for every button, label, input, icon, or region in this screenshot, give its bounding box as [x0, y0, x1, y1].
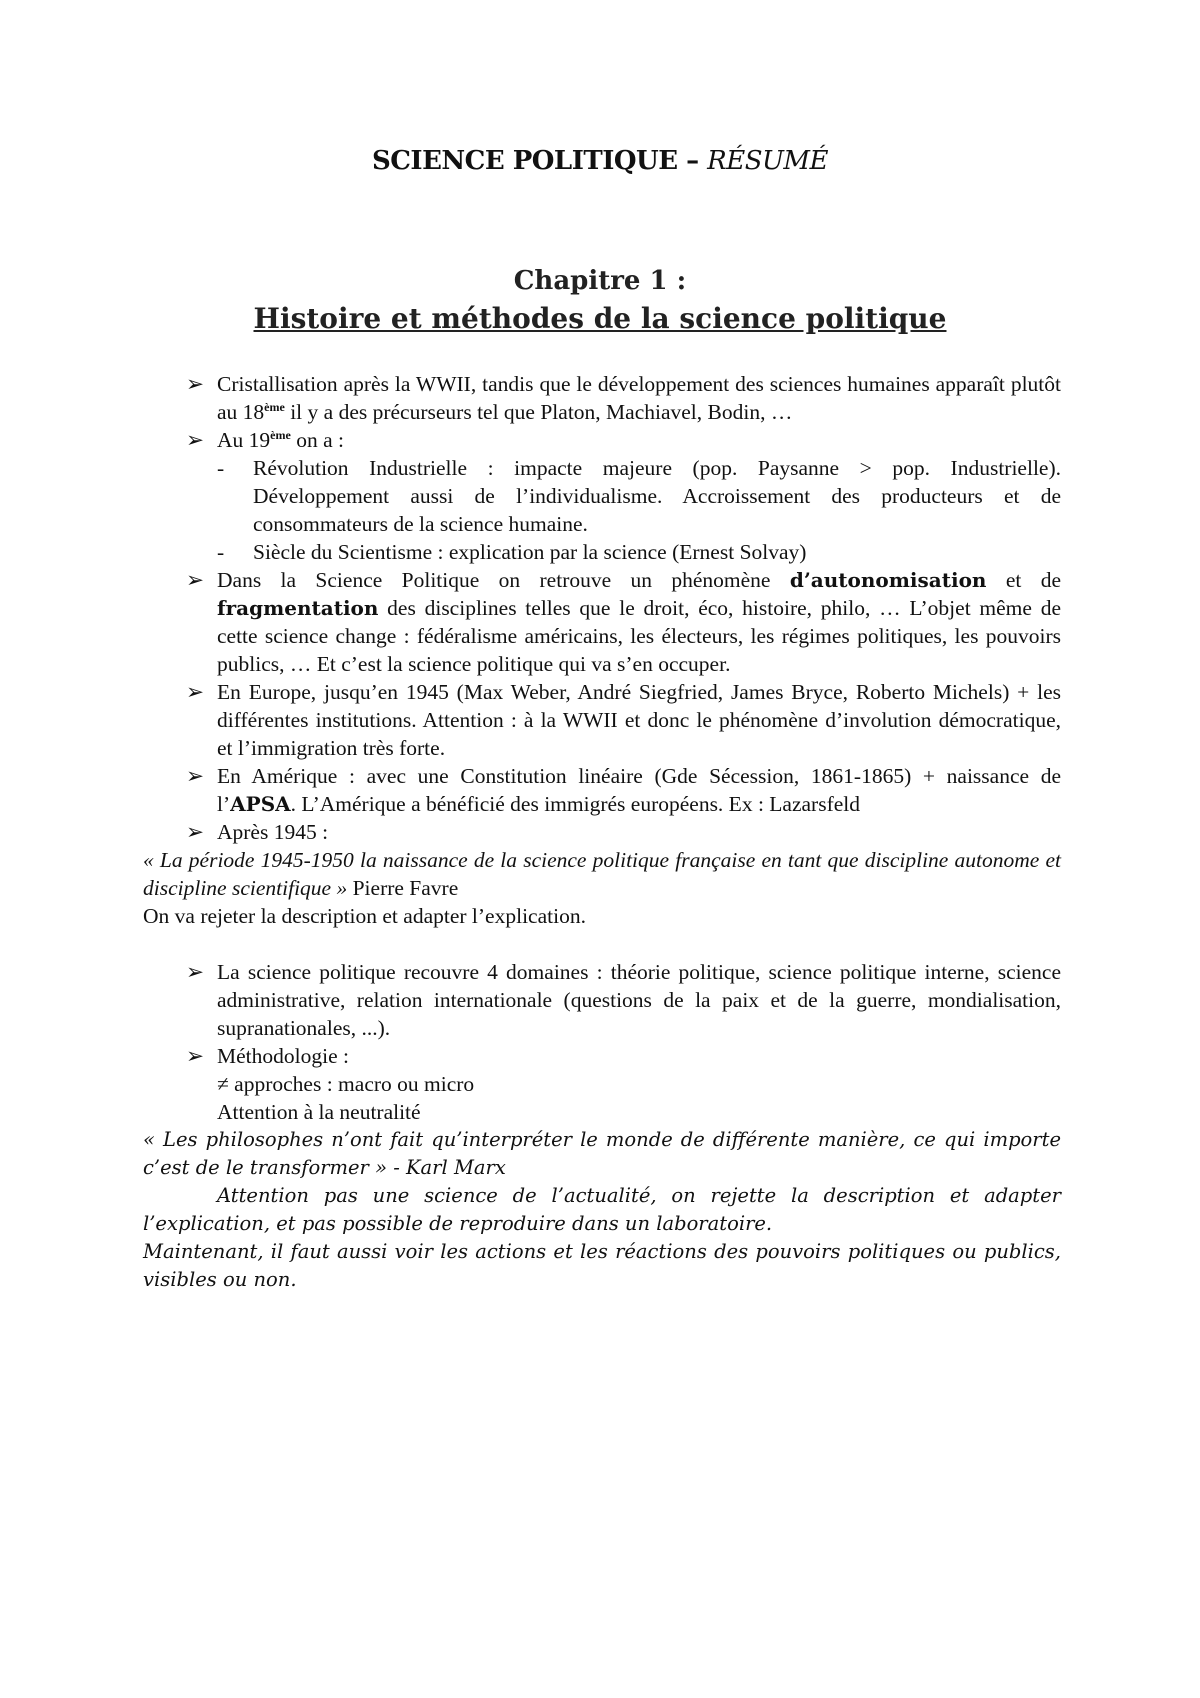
bullet-text: Après 1945 : — [217, 820, 329, 844]
bullet-text: La science politique recouvre 4 domaines : théorie politique, science politique interne, science administrative, relation internationale (questions de la paix et de la guerre, mondialisation, supranationales, ...). — [217, 960, 1061, 1040]
title-main: SCIENCE POLITIQUE – — [371, 146, 708, 176]
quote-paragraph — [143, 846, 1061, 902]
bullet-text: et de — [986, 568, 1061, 592]
bullet-text: des disciplines telles que le droit, éco, histoire, philo, … L’objet même de cette science change : fédéralisme américains, les électeurs, les régimes politiques, les pouvoirs publics, … Et c’est la science politique qui va s’en occuper. — [217, 596, 1061, 676]
blank-line — [143, 930, 1061, 958]
bullet-text: En Amérique : avec une Constitution linéaire (Gde Sécession, 1861-1865) + naissance de l’ — [217, 764, 1061, 816]
arrow-bullet-icon: ➢ — [185, 372, 204, 396]
quote-author: Pierre Favre — [347, 876, 459, 900]
bullet-text: . L’Amérique a bénéficié des immigrés européens. Ex : Lazarsfeld — [290, 792, 861, 816]
bullet-item — [143, 678, 1061, 762]
arrow-bullet-icon: ➢ — [185, 568, 204, 592]
bullet-text: Cristallisation après la WWII, tandis que le développement des sciences humaines apparaît plutôt au 18 — [217, 372, 1061, 424]
bold-term: d’autonomisation — [789, 568, 987, 592]
arrow-bullet-icon: ➢ — [185, 764, 204, 788]
bold-term: fragmentation — [217, 596, 379, 620]
method-line: Attention à la neutralité — [217, 1100, 421, 1124]
method-line: ≠ approches : macro ou micro — [217, 1072, 475, 1096]
bullet-item — [143, 1042, 1061, 1070]
bullet-text: Dans la Science Politique on retrouve un phénomène — [217, 568, 790, 592]
bullet-item — [143, 370, 1061, 426]
chapter-label: Chapitre 1 : — [513, 266, 687, 296]
bullet-item — [143, 566, 1061, 678]
arrow-bullet-icon: ➢ — [185, 680, 204, 704]
paragraph: On va rejeter la description et adapter l’explication. — [143, 904, 586, 928]
arrow-bullet-icon: ➢ — [185, 428, 204, 452]
dash-text: Révolution Industrielle : impacte majeure (pop. Paysanne > pop. Industrielle). Développement aussi de l’individualisme. Accroissement des producteurs et de consommateurs de la science humaine. — [253, 456, 1061, 536]
bold-term: APSA — [230, 792, 291, 816]
bullet-item — [143, 762, 1061, 818]
superscript: ème — [270, 427, 291, 442]
bullet-text: on a : — [290, 428, 344, 452]
arrow-bullet-icon: ➢ — [185, 820, 204, 844]
document-title — [0, 146, 1200, 176]
bullet-item — [143, 958, 1061, 1042]
title-italic: RÉSUMÉ — [707, 146, 829, 176]
bullet-item — [143, 426, 1061, 454]
note-text: Attention pas une science de l’actualité, on rejette la description et adapter l’explication, et pas possible de reproduire dans un laboratoire. — [143, 1184, 1061, 1235]
quote-text: « La période 1945-1950 la naissance de la science politique française en tant que discipline autonome et discipline scientifique » — [143, 848, 1061, 900]
bullet-text: Au 19 — [217, 428, 271, 452]
bullet-text: En Europe, jusqu’en 1945 (Max Weber, André Siegfried, James Bryce, Roberto Michels) + les différentes institutions. Attention : à la WWII et donc le phénomène d’involution démocratique, et l’immigration très forte. — [217, 680, 1061, 760]
document-body — [143, 370, 1061, 1294]
arrow-bullet-icon: ➢ — [185, 1044, 204, 1068]
bullet-item — [143, 818, 1061, 846]
dash-item — [143, 454, 1061, 538]
note-paragraph: Maintenant, il faut aussi voir les actions et les réactions des pouvoirs politiques ou publics, visibles ou non. — [143, 1240, 1061, 1291]
note-paragraph — [143, 1182, 1061, 1238]
chapter-heading — [0, 262, 1200, 338]
superscript: ème — [264, 399, 285, 414]
quote-marx: « Les philosophes n’ont fait qu’interpréter le monde de différente manière, ce qui importe c’est de le transformer » - Karl Marx — [143, 1128, 1061, 1179]
bullet-text: il y a des précurseurs tel que Platon, Machiavel, Bodin, … — [284, 400, 793, 424]
arrow-bullet-icon: ➢ — [185, 960, 204, 984]
chapter-title: Histoire et méthodes de la science politique — [253, 302, 947, 335]
bullet-text: Méthodologie : — [217, 1044, 349, 1068]
dash-bullet-icon: - — [217, 540, 225, 564]
dash-bullet-icon: - — [217, 456, 225, 480]
dash-item — [143, 538, 1061, 566]
dash-text: Siècle du Scientisme : explication par la science (Ernest Solvay) — [253, 540, 807, 564]
